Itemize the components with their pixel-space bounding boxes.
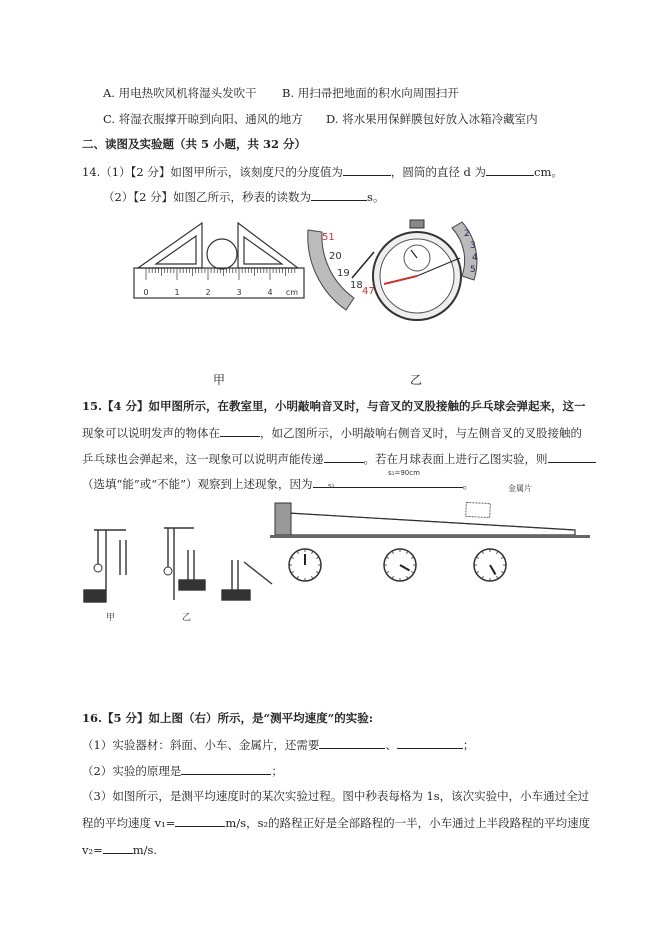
ramp-label-s2: s₂ (328, 482, 335, 490)
ruler (134, 268, 304, 298)
answer-blank[interactable] (103, 842, 133, 854)
answer-blank[interactable] (397, 737, 463, 749)
cylinder (207, 239, 237, 269)
stopwatch-figure (302, 218, 492, 323)
tuning-fork-figure (74, 520, 279, 635)
option-b: B. 用扫帚把地面的积水向周围扫开 (282, 86, 459, 100)
ruler-tick-label: 3 (236, 288, 242, 297)
ruler-figure (134, 215, 309, 305)
option-c: C. 将湿衣服撑开晾到向阳、通风的地方 (103, 112, 303, 126)
stopwatch-inner-label: 5 (470, 265, 476, 275)
q15-line1: 15.【4 分】如甲图所示，在教室里，小明敲响音叉时，与音叉的叉股接触的乒乓球会弹起来，这一 (82, 399, 586, 413)
incline (288, 513, 575, 535)
ruler-tick-label: 1 (174, 288, 180, 297)
q16-line1: 16.【5 分】如上图（右）所示，是“测平均速度”的实验: (82, 711, 373, 725)
answer-blank[interactable] (343, 164, 391, 176)
ruler-unit: cm (285, 288, 299, 297)
q14-part1: 14.（1）【2 分】如图甲所示，该刻度尺的分度值为 ，圆筒的直径 d 为 cm。 (82, 165, 563, 179)
answer-blank[interactable] (319, 737, 385, 749)
option-a: A. 用电热吹风机将湿头发吹干 (103, 86, 257, 100)
cart (466, 502, 491, 517)
q15-line4: （选填“能”或“不能”）观察到上述现象，因为 。 (82, 477, 475, 491)
q15-line2: 现象可以说明发声的物体在 ，如乙图所示，小明敲响右侧音叉时，与左侧音叉的叉股接触的 (82, 426, 582, 440)
stopwatch-outer-label: 20 (329, 251, 342, 262)
triangle-right (238, 223, 298, 268)
fork-label-yi: 乙 (182, 613, 192, 623)
incline-figure (270, 455, 595, 610)
stopwatch-inner-label: 3 (470, 241, 476, 251)
q16-line5: 程的平均速度 v₁= m/s，s₂的路程正好是全部路程的一半，小车通过上半段路程的平均速度 (82, 816, 591, 830)
answer-blank[interactable] (220, 425, 260, 437)
stopwatch-inner-label: 2 (464, 229, 470, 239)
ruler-tick-label: 4 (267, 288, 273, 297)
section-title: 二、读图及实验题（共 5 小题，共 32 分） (82, 137, 307, 151)
caption-jia: 甲 (213, 373, 226, 387)
triangle-left (138, 223, 202, 268)
answer-blank[interactable] (311, 189, 367, 201)
stopwatch-outer-label: 18 (350, 280, 363, 291)
stopwatch-outer-label: 47 (362, 286, 375, 297)
q16-line3: （2）实验的原理是 ； (82, 764, 283, 778)
stopwatch-inner-label: 4 (472, 253, 478, 263)
answer-blank[interactable] (181, 763, 271, 775)
q16-line2: （1）实验器材：斜面、小车、金属片，还需要 、 ； (82, 738, 475, 752)
stopwatch-outer-label: 51 (322, 232, 335, 243)
caption-yi: 乙 (410, 373, 423, 387)
fork-label-jia: 甲 (106, 613, 116, 623)
ramp-label-metal: 金属片 (508, 484, 532, 493)
ruler-tick-label: 2 (205, 288, 211, 297)
q16-line4: （3）如图所示，是测平均速度时的某次实验过程。图中秒表每格为 1s，该次实验中，小车通过全过 (82, 789, 590, 803)
ruler-tick-label: 0 (143, 288, 149, 297)
option-d: D. 将水果用保鲜膜包好放入冰箱冷藏室内 (326, 112, 538, 126)
stopwatch-outer-label: 19 (337, 268, 350, 279)
q14-part2: （2）【2 分】如图乙所示，秒表的读数为 s。 (103, 190, 385, 204)
answer-blank[interactable] (175, 815, 225, 827)
ramp-label-s1: s₁=90cm (388, 469, 420, 477)
q15-line3: 乒乓球也会弹起来，这一现象可以说明声能传递 。若在月球表面上进行乙图实验，则 (82, 451, 596, 466)
q16-line6: v₂= m/s. (82, 843, 158, 857)
answer-blank[interactable] (486, 164, 534, 176)
